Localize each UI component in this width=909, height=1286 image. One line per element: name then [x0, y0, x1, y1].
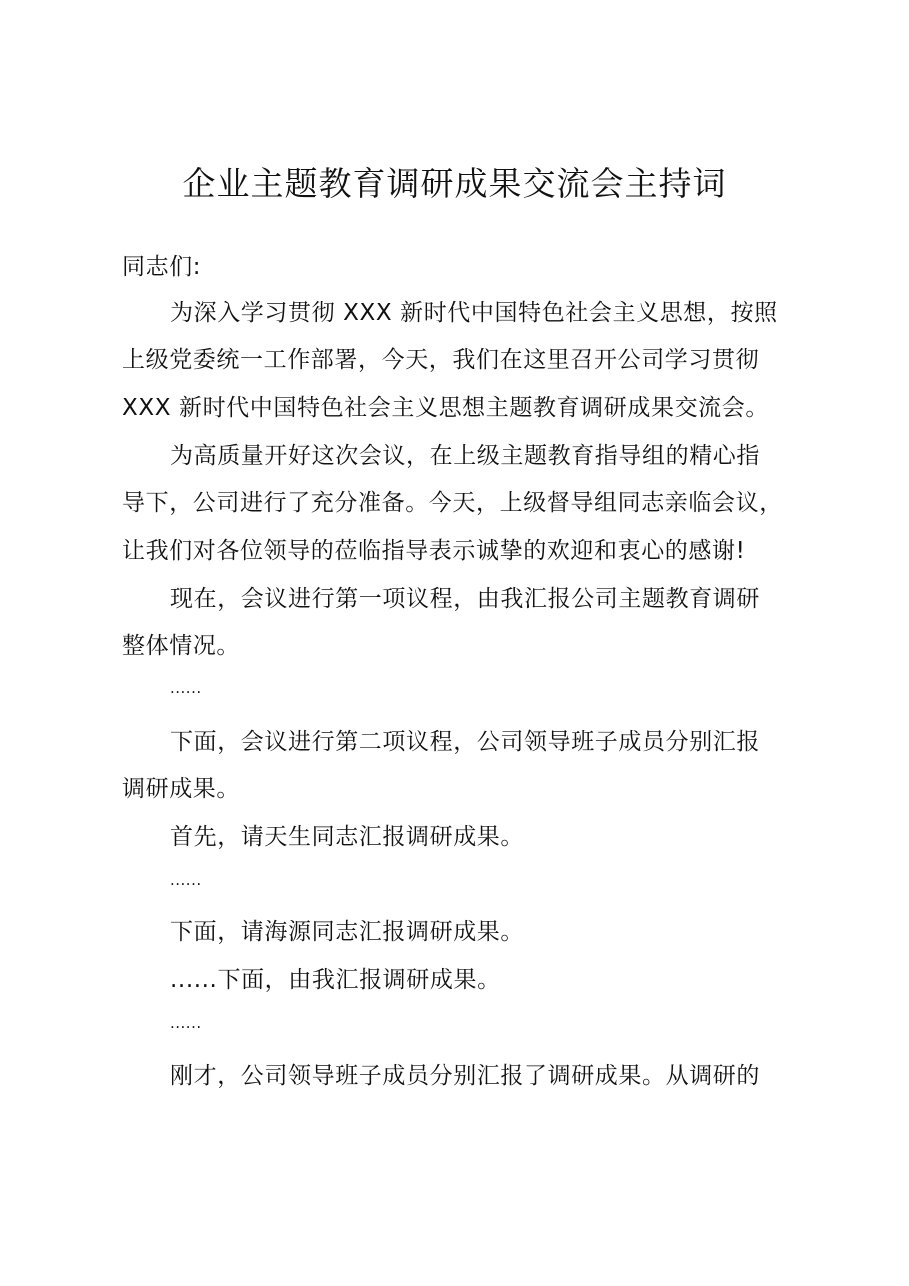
salutation-line: 同志们:: [122, 254, 202, 280]
paragraph-line: ......下面，由我汇报调研成果。: [170, 967, 501, 993]
paragraph-line: 为高质量开好这次会议，在上级主题教育指导组的精心指: [170, 443, 760, 469]
paragraph-line: 让我们对各位领导的莅临指导表示诚挚的欢迎和衷心的感谢!: [122, 538, 746, 564]
paragraph-line: 整体情况。: [122, 633, 240, 659]
paragraph-line: 首先，请天生同志汇报调研成果。: [170, 824, 524, 850]
ellipsis-line: ......: [170, 871, 202, 889]
paragraph-line: 导下，公司进行了充分准备。今天，上级督导组同志亲临会议，: [122, 490, 783, 516]
document-title: 企业主题教育调研成果交流会主持词: [182, 164, 727, 203]
paragraph-line: 调研成果。: [122, 776, 240, 802]
ellipsis-line: ......: [170, 679, 202, 697]
paragraph-line: 下面，会议进行第二项议程，公司领导班子成员分别汇报: [170, 729, 760, 755]
paragraph-line: 下面，请海源同志汇报调研成果。: [170, 919, 524, 945]
paragraph-line: 上级党委统一工作部署，今天，我们在这里召开公司学习贯彻: [122, 347, 760, 373]
ellipsis-line: ......: [170, 1014, 202, 1032]
paragraph-line: 刚才，公司领导班子成员分别汇报了调研成果。从调研的: [170, 1063, 760, 1089]
paragraph-line: XXX 新时代中国特色社会主义思想主题教育调研成果交流会。: [122, 395, 769, 421]
paragraph-line: 现在，会议进行第一项议程，由我汇报公司主题教育调研: [170, 586, 760, 612]
paragraph-line: 为深入学习贯彻 XXX 新时代中国特色社会主义思想，按照: [170, 300, 778, 326]
